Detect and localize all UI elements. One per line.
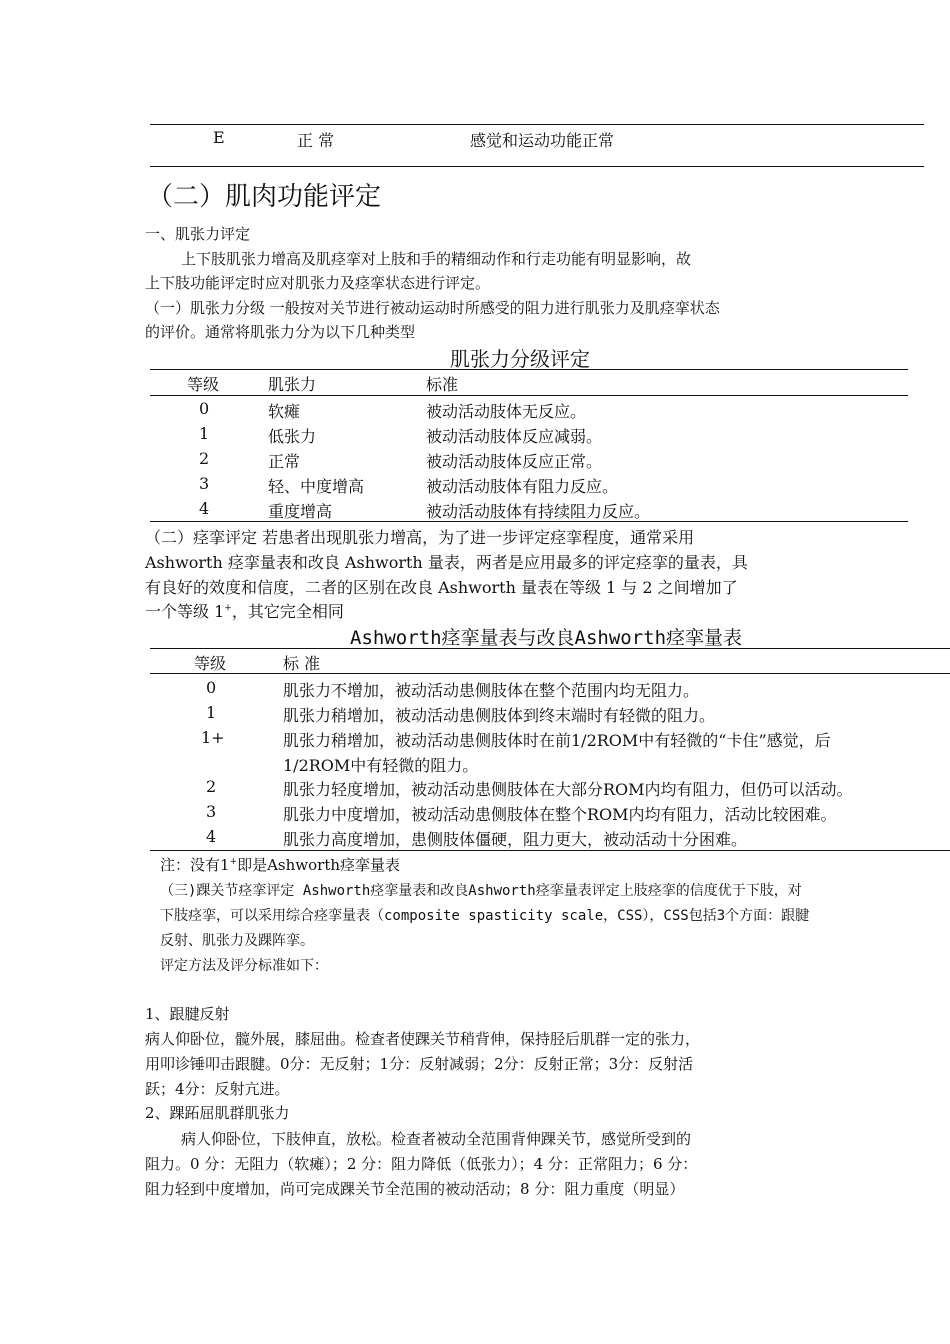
item1-line: 用叩诊锤叩击跟腱。0分：无反射；1分：反射减弱；2分：反射正常；3分：反射活 bbox=[145, 1055, 694, 1073]
intro-line: 上下肢功能评定时应对肌张力及痉挛状态进行评定。 bbox=[145, 274, 491, 292]
spasm-line: 有良好的效度和信度，二者的区别在改良 Ashworth 量表在等级 1 与 2 之间增加了 bbox=[145, 578, 738, 597]
table2-criteria: 肌张力稍增加，被动活动患侧肢体到终末端时有轻微的阻力。 bbox=[283, 706, 716, 725]
table2-grade: 3 bbox=[206, 802, 217, 821]
table1-criteria: 被动活动肢体有持续阻力反应。 bbox=[426, 502, 651, 521]
table1-tone: 正常 bbox=[268, 452, 301, 471]
table1-tone: 软瘫 bbox=[268, 402, 301, 421]
table2-criteria: 肌张力高度增加，患侧肢体僵硬，阻力更大，被动活动十分困难。 bbox=[283, 830, 748, 849]
top-row-desc: 感觉和运动功能正常 bbox=[470, 131, 615, 150]
item2-line: 阻力。0 分：无阻力（软瘫）；2 分：阻力降低（低张力）；4 分：正常阻力；6 分： bbox=[145, 1155, 698, 1173]
item2-line: 阻力轻到中度增加，尚可完成踝关节全范围的被动活动；8 分：阻力重度（明显） bbox=[145, 1180, 685, 1198]
table2-grade: 1 bbox=[206, 703, 217, 722]
table1-criteria: 被动活动肢体反应减弱。 bbox=[426, 427, 603, 446]
spasm-line: （二）痉挛评定 若患者出现肌张力增高，为了进一步评定痉挛程度，通常采用 bbox=[145, 528, 695, 547]
ankle-line: 评定方法及评分标准如下： bbox=[160, 958, 328, 974]
table2-grade: 2 bbox=[206, 777, 217, 796]
table1-bottom-rule bbox=[150, 521, 908, 522]
table1-grade: 1 bbox=[199, 424, 210, 443]
item1-heading: 1、跟腱反射 bbox=[145, 1005, 230, 1023]
plus-superscript: + bbox=[224, 603, 232, 614]
table1-grade: 2 bbox=[199, 449, 210, 468]
spasm-last-text: 一个等级 1 bbox=[145, 602, 225, 621]
table1-header-rule bbox=[150, 395, 908, 396]
ankle-line: 反射、肌张力及踝阵挛。 bbox=[160, 933, 314, 949]
subsection-heading: 一、肌张力评定 bbox=[145, 225, 251, 243]
table2-note bbox=[160, 854, 400, 875]
table2-grade: 4 bbox=[206, 827, 217, 846]
item2-heading: 2、踝跖屈肌群肌张力 bbox=[145, 1104, 290, 1122]
item2-line: 病人仰卧位，下肢伸直，放松。检查者被动全范围背伸踝关节，感觉所受到的 bbox=[181, 1130, 692, 1148]
table1-criteria: 被动活动肢体反应正常。 bbox=[426, 452, 603, 471]
table2-criteria-cont: 1/2ROM中有轻微的阻力。 bbox=[283, 756, 479, 775]
table1-tone: 重度增高 bbox=[268, 502, 333, 521]
table1-tone: 低张力 bbox=[268, 427, 317, 446]
table1-header-tone: 肌张力 bbox=[268, 375, 317, 394]
note-tail: 即是Ashworth痉挛量表 bbox=[237, 856, 401, 874]
table1-criteria: 被动活动肢体无反应。 bbox=[426, 402, 587, 421]
ankle-line: 下肢痉挛，可以采用综合痉挛量表（composite spasticity scale，CSS），CSS包括3个方面：跟腱 bbox=[160, 908, 810, 924]
spasm-last-tail: ，其它完全相同 bbox=[231, 602, 344, 621]
spasm-line-last bbox=[145, 599, 344, 622]
table2-grade: 0 bbox=[206, 678, 217, 697]
table1-top-rule bbox=[150, 369, 908, 370]
top-row-status: 正 常 bbox=[297, 131, 335, 150]
table2-criteria: 肌张力不增加，被动活动患侧肢体在整个范围内均无阻力。 bbox=[283, 681, 700, 700]
table2-criteria: 肌张力稍增加，被动活动患侧肢体时在前1/2ROM中有轻微的“卡住”感觉，后 bbox=[283, 731, 831, 750]
item1-line: 跃；4分：反射亢进。 bbox=[145, 1080, 290, 1098]
ankle-line: （三)踝关节痉挛评定 Ashworth痉挛量表和改良Ashworth痉挛量表评定上肢痉挛的信度优于下肢，对 bbox=[160, 883, 802, 899]
intro-line: 上下肢肌张力增高及肌痉挛对上肢和手的精细动作和行走功能有明显影响，故 bbox=[181, 250, 692, 268]
table1-grade: 4 bbox=[199, 499, 210, 518]
table2-header-rule bbox=[150, 673, 950, 674]
table1-caption: 肌张力分级评定 bbox=[450, 347, 590, 371]
top-row-grade: E bbox=[213, 128, 225, 147]
note-text: 注：没有1 bbox=[160, 856, 230, 874]
top-table-rule-lower bbox=[150, 166, 924, 167]
table1-tone: 轻、中度增高 bbox=[268, 477, 365, 496]
table2-caption: Ashworth痉挛量表与改良Ashworth痉挛量表 bbox=[350, 627, 743, 649]
table2-criteria: 肌张力轻度增加，被动活动患侧肢体在大部分ROM内均有阻力，但仍可以活动。 bbox=[283, 780, 853, 799]
table2-grade: 1+ bbox=[201, 728, 225, 747]
table2-top-rule bbox=[150, 648, 950, 649]
table2-header-grade: 等级 bbox=[194, 654, 227, 673]
top-table-rule-upper bbox=[150, 124, 924, 125]
section-title: （二）肌肉功能评定 bbox=[147, 182, 382, 212]
table1-header-criteria: 标准 bbox=[426, 375, 459, 394]
table1-grade: 3 bbox=[199, 474, 210, 493]
item1-line: 病人仰卧位，髋外展，膝屈曲。检查者使踝关节稍背伸，保持胫后肌群一定的张力， bbox=[145, 1030, 701, 1048]
table2-bottom-rule bbox=[150, 850, 950, 851]
spasm-line: Ashworth 痉挛量表和改良 Ashworth 量表，两者是应用最多的评定痉挛的量表，具 bbox=[145, 553, 748, 572]
table1-header-grade: 等级 bbox=[187, 375, 220, 394]
table2-criteria: 肌张力中度增加，被动活动患侧肢体在整个ROM内均有阻力，活动比较困难。 bbox=[283, 805, 837, 824]
intro-line: （一）肌张力分级 一般按对关节进行被动运动时所感受的阻力进行肌张力及肌痉挛状态 bbox=[145, 299, 720, 317]
plus-superscript: + bbox=[229, 857, 238, 867]
table1-grade: 0 bbox=[199, 399, 210, 418]
table2-header-criteria: 标 准 bbox=[283, 654, 321, 673]
intro-line: 的评价。通常将肌张力分为以下几种类型 bbox=[145, 323, 416, 341]
table1-criteria: 被动活动肢体有阻力反应。 bbox=[426, 477, 619, 496]
